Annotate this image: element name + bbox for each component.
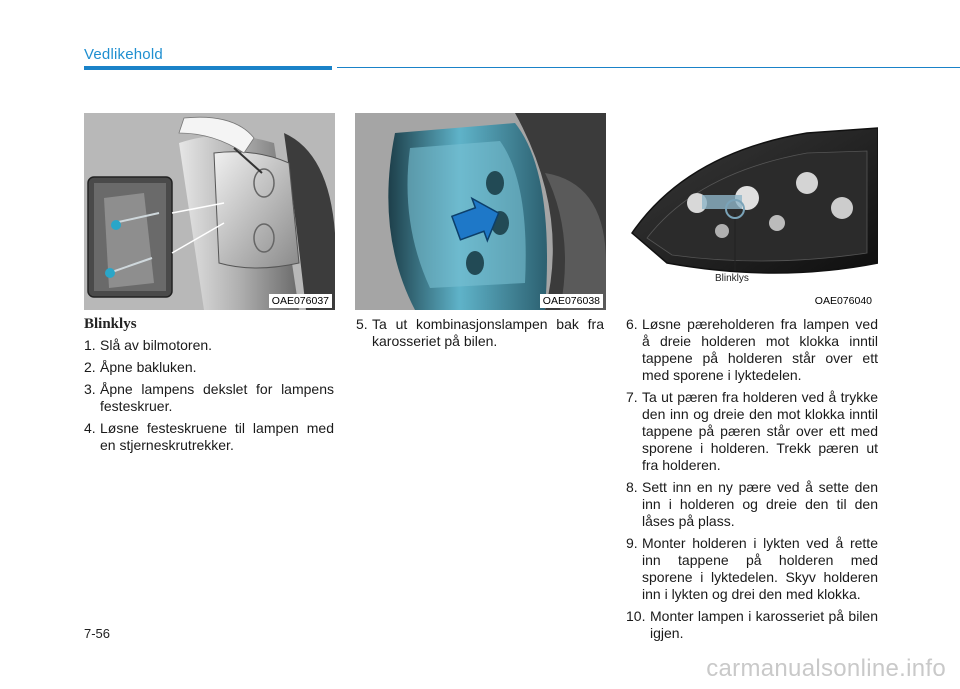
step-text: Løsne pæreholderen fra lampen ved å dreie holderen mot klokka inntil tappene på holderen står over ett med sporene i lyktedelen. — [642, 316, 878, 383]
watermark: carmanualsonline.info — [706, 655, 946, 682]
step-number: 8. — [626, 479, 638, 495]
column-1 — [84, 316, 334, 459]
step-text: Åpne lampens dekslet for lampens festeskruer. — [100, 381, 334, 414]
step-text: Åpne bakluken. — [100, 359, 197, 375]
figure-3-illustration — [627, 113, 878, 310]
column-3 — [626, 316, 878, 647]
steps-list — [626, 316, 878, 642]
step-number: 2. — [84, 359, 96, 375]
header-rule-thin — [337, 67, 960, 68]
page-number: 7-56 — [84, 626, 111, 641]
step-number: 7. — [626, 389, 638, 405]
section-title: Vedlikehold — [84, 46, 163, 63]
step-item — [626, 608, 878, 642]
step-item — [626, 316, 878, 384]
figure-lamp-cover-screws — [84, 113, 335, 310]
step-number: 10. — [626, 608, 646, 624]
step-text: Monter holderen i lykten ved å rette inn tappene på holderen med sporene i lyktedelen. Skyv holderen inn i lykten og drei den med klokka. — [642, 535, 878, 602]
header-rule-thick — [84, 66, 332, 70]
step-number: 5. — [356, 316, 368, 332]
step-item — [84, 420, 334, 454]
step-text: Løsne festeskruene til lampen med en stjerneskrutrekker. — [100, 420, 334, 453]
step-text: Ta ut pæren fra holderen ved å trykke den inn og dreie den mot klokka inntil tappene på pæren står over ett med sporene i holderen. Trekk pæren ut fra holderen. — [642, 389, 878, 473]
step-item — [626, 479, 878, 530]
step-number: 9. — [626, 535, 638, 551]
steps-list — [356, 316, 604, 350]
figure-combination-lamp-removal — [355, 113, 606, 310]
figure-bulb-holder — [627, 113, 878, 310]
step-item — [356, 316, 604, 350]
figure-code: OAE076037 — [269, 294, 332, 308]
step-item — [84, 381, 334, 415]
step-item — [84, 337, 334, 354]
column-2 — [356, 316, 604, 355]
figure-code: OAE076038 — [540, 294, 603, 308]
figure-1-illustration — [84, 113, 335, 310]
callout-blinklys: Blinklys — [715, 273, 749, 284]
figure-code: OAE076040 — [812, 294, 875, 308]
step-item — [626, 389, 878, 474]
step-number: 6. — [626, 316, 638, 332]
steps-list — [84, 337, 334, 454]
step-number: 1. — [84, 337, 96, 353]
step-text: Monter lampen i karosseriet på bilen igjen. — [650, 608, 878, 641]
step-number: 3. — [84, 381, 96, 397]
figure-2-illustration — [355, 113, 606, 310]
step-item — [626, 535, 878, 603]
step-text: Ta ut kombinasjonslampen bak fra karosseriet på bilen. — [372, 316, 604, 349]
step-item — [84, 359, 334, 376]
step-number: 4. — [84, 420, 96, 436]
step-text: Sett inn en ny pære ved å sette den inn i holderen og dreie den til den låses på plass. — [642, 479, 878, 529]
section-heading: Blinklys — [84, 316, 137, 332]
step-text: Slå av bilmotoren. — [100, 337, 213, 353]
